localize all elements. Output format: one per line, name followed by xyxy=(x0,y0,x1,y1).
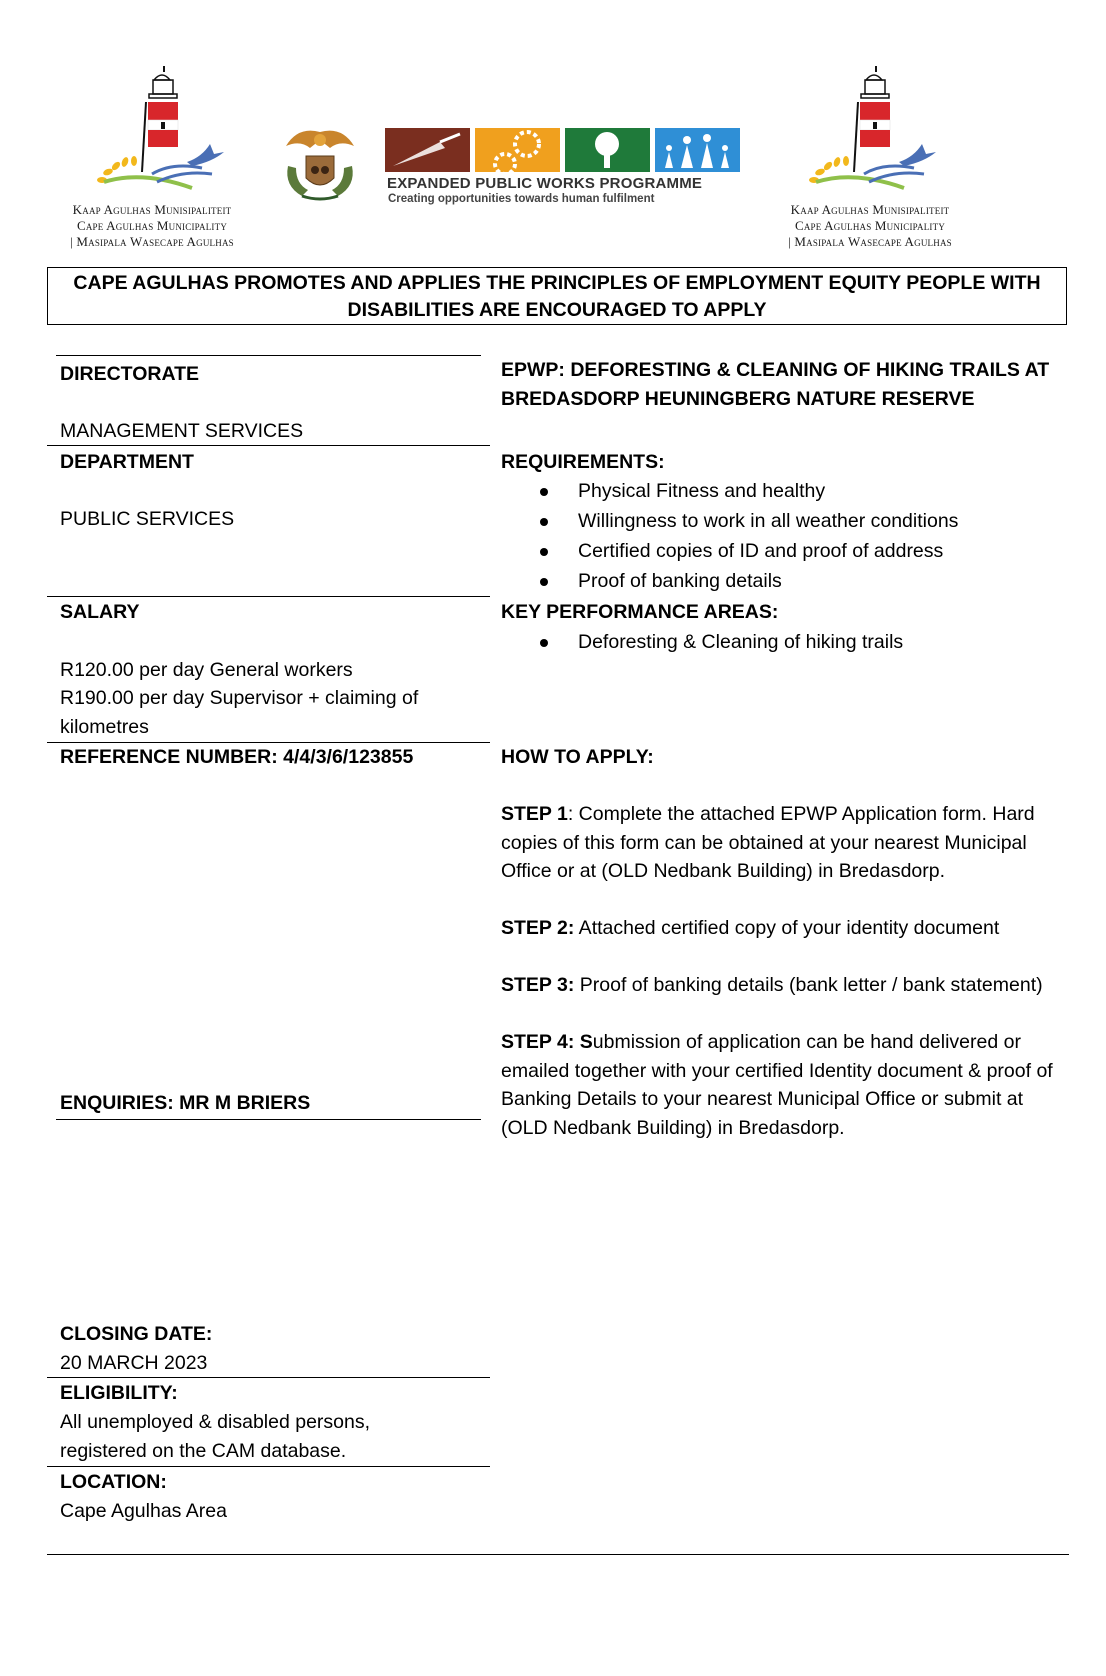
trowel-icon xyxy=(385,128,470,172)
salary-line-general: R120.00 per day General workers xyxy=(60,659,353,681)
municipality-logo-left xyxy=(42,62,262,252)
eligibility-label: ELIGIBILITY: xyxy=(60,1382,178,1404)
eligibility-line-2: registered on the CAM database. xyxy=(60,1440,347,1462)
kpa-label: KEY PERFORMANCE AREAS: xyxy=(501,601,779,623)
directorate-label: DIRECTORATE xyxy=(60,363,200,385)
epwp-tile-tree xyxy=(565,128,650,172)
gears-icon xyxy=(475,128,560,172)
municipality-name-afrikaans: Kaap Agulhas Munisipaliteit xyxy=(790,202,950,217)
divider-location-top xyxy=(47,1466,490,1467)
requirement-item: Willingness to work in all weather conditions xyxy=(540,506,958,536)
divider-directorate-top xyxy=(56,355,481,356)
kpa-item: Deforesting & Cleaning of hiking trails xyxy=(540,627,903,657)
salary-line-supervisor: R190.00 per day Supervisor + claiming of xyxy=(60,687,419,709)
step-3: STEP 3: Proof of banking details (bank letter / bank statement) xyxy=(501,974,1043,996)
divider-salary-top xyxy=(47,596,490,597)
coat-of-arms-icon xyxy=(278,126,362,202)
epwp-tile-family xyxy=(655,128,740,172)
banner-line-2: DISABILITIES ARE ENCOURAGED TO APPLY xyxy=(347,299,767,321)
municipality-name-afrikaans: Kaap Agulhas Munisipaliteit xyxy=(72,202,232,217)
municipality-name-english: Cape Agulhas Municipality xyxy=(76,218,228,233)
requirement-item: Proof of banking details xyxy=(540,566,958,596)
location-label: LOCATION: xyxy=(60,1471,167,1493)
requirement-item: Certified copies of ID and proof of address xyxy=(540,536,958,566)
municipality-name-xhosa: | Masipala Wasecape Agulhas xyxy=(70,234,234,249)
municipality-logo-right xyxy=(760,62,980,252)
requirement-item: Physical Fitness and healthy xyxy=(540,476,958,506)
application-steps xyxy=(501,800,1056,1171)
divider-enquiries-bottom xyxy=(56,1119,481,1120)
bullet-icon xyxy=(540,639,548,647)
epwp-tile-gears xyxy=(475,128,560,172)
department-value: PUBLIC SERVICES xyxy=(60,508,235,530)
requirements-list xyxy=(540,476,958,596)
job-title-line-2: BREDASDORP HEUNINGBERG NATURE RESERVE xyxy=(501,388,975,410)
lighthouse-logo-icon xyxy=(42,62,262,192)
kpa-list xyxy=(540,627,903,657)
enquiries-contact: ENQUIRIES: MR M BRIERS xyxy=(60,1092,311,1114)
step-2: STEP 2: Attached certified copy of your identity document xyxy=(501,917,1000,939)
employment-equity-banner xyxy=(47,267,1067,325)
location-value: Cape Agulhas Area xyxy=(60,1500,227,1522)
closing-date-value: 20 MARCH 2023 xyxy=(60,1352,208,1374)
salary-line-kilometres: kilometres xyxy=(60,716,149,738)
epwp-tile-trowel xyxy=(385,128,470,172)
lighthouse-logo-icon xyxy=(760,62,980,192)
municipality-name-xhosa: | Masipala Wasecape Agulhas xyxy=(788,234,952,249)
requirements-label: REQUIREMENTS: xyxy=(501,451,665,473)
bullet-icon xyxy=(540,548,548,556)
epwp-title: EXPANDED PUBLIC WORKS PROGRAMME xyxy=(387,175,703,192)
salary-label: SALARY xyxy=(60,601,140,623)
how-to-apply-label: HOW TO APPLY: xyxy=(501,746,654,768)
eligibility-line-1: All unemployed & disabled persons, xyxy=(60,1411,371,1433)
tree-icon xyxy=(565,128,650,172)
step-4: STEP 4: Submission of application can be hand delivered or emailed together with your certified Identity document & proof of Banking Details to your nearest Municipal Office or submit at (OLD Nedbank Building) in Bredasdorp. xyxy=(501,1031,1053,1139)
bullet-icon xyxy=(540,578,548,586)
municipality-name-english: Cape Agulhas Municipality xyxy=(794,218,946,233)
bullet-icon xyxy=(540,488,548,496)
job-title-line-1: EPWP: DEFORESTING & CLEANING OF HIKING TRAILS AT xyxy=(501,359,1050,381)
directorate-value: MANAGEMENT SERVICES xyxy=(60,420,304,442)
step-1: STEP 1: Complete the attached EPWP Application form. Hard copies of this form can be obtained at your nearest Municipal Office or at (OLD Nedbank Building) in Bredasdorp. xyxy=(501,803,1035,882)
banner-line-1: CAPE AGULHAS PROMOTES AND APPLIES THE PRINCIPLES OF EMPLOYMENT EQUITY PEOPLE WITH xyxy=(73,272,1041,294)
family-icon xyxy=(655,128,740,172)
epwp-logo xyxy=(385,128,750,208)
coat-of-arms xyxy=(278,126,362,202)
reference-number: REFERENCE NUMBER: 4/4/3/6/123855 xyxy=(60,746,414,768)
department-label: DEPARTMENT xyxy=(60,451,194,473)
epwp-tagline: Creating opportunities towards human fulfilment xyxy=(388,193,655,205)
closing-date-label: CLOSING DATE: xyxy=(60,1323,213,1345)
divider-bottom xyxy=(47,1554,1069,1555)
bullet-icon xyxy=(540,518,548,526)
